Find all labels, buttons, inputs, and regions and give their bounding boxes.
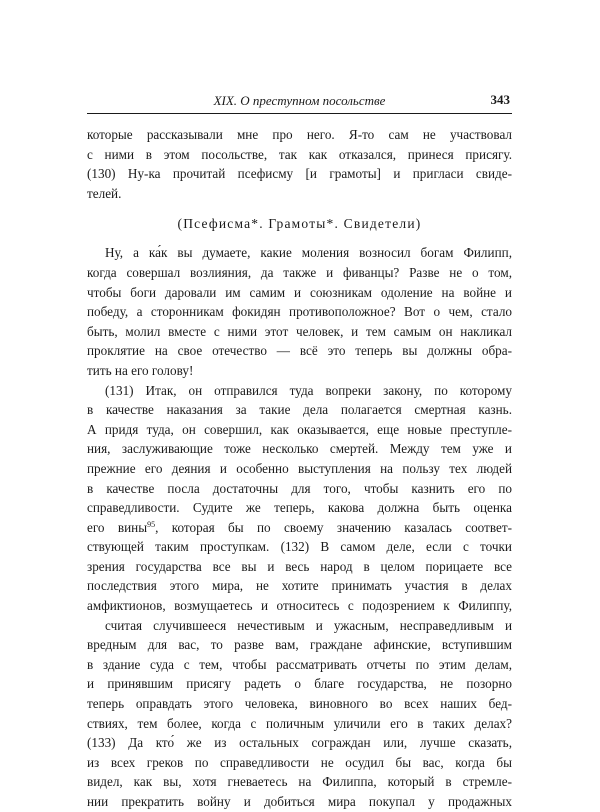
text-line: проклятие на свое отечество — всё это теперь вы должны обра-: [87, 343, 512, 359]
text-line: нии прекратить войну и добиться мира покупал у продажных: [87, 794, 512, 809]
text-line: считая случившееся нечестивым и ужасным, несправедливым и: [105, 617, 512, 633]
text-line: и принявшим присягу радеть о благе государства, не позорно: [87, 676, 512, 692]
text-line: справедливости. Судите же теперь, какова должна быть оценка: [87, 500, 512, 516]
text-line: быть, молил вместе с ними этот человек, и тем самым он накликал: [87, 323, 512, 339]
paragraph-1: [87, 125, 512, 203]
header-rule: [87, 113, 512, 114]
text-line: чтобы боги даровали им самим и союзникам одоление на войне и: [87, 284, 512, 300]
text-line: А придя туда, он совершил, как оказывается, еще новые преступле-: [87, 421, 512, 437]
text-fragment: его вины: [87, 519, 148, 535]
text-line: теперь оправдать этого человека, виновного во всех наших бед-: [87, 696, 512, 712]
text-line: в качестве посла достаточны для того, чтобы казнить его по: [87, 480, 512, 496]
page-number: 343: [490, 92, 510, 107]
text-line: из всех греков по справедливости не осудил бы вас, когда бы: [87, 754, 512, 770]
text-line: тить на его голову!: [87, 362, 194, 378]
text-line: в качестве наказания за такие дела полагается смертная казнь.: [87, 402, 512, 418]
text-line: амфиктионов, возмущаетесь и относитесь с подозрением к Филиппу,: [87, 598, 512, 614]
text-line: (133) Да кто́ же из остальных сограждан или, лучше сказать,: [87, 735, 512, 751]
text-line: видел, как вы, хотя гневаетесь на Филиппа, который в стремле-: [87, 774, 512, 790]
paragraph-2: [87, 243, 512, 380]
section-heading: (Псефисма*. Грамоты*. Свидетели): [177, 216, 422, 232]
text-line: в здание суда с тем, чтобы рассматривать отчеты по этим делам,: [87, 656, 512, 672]
text-line: ния, заслуживающие тоже несколько смертей. Между тем уже и: [87, 441, 512, 457]
body-text: [87, 125, 512, 812]
text-line: с ними в этом посольстве, так как отказался, принеся присягу.: [87, 146, 512, 162]
text-fragment: , которая бы по своему значению казалась соответ-: [155, 519, 512, 535]
text-line: (130) Ну-ка прочитай псефисму [и грамоты] и пригласи свиде-: [87, 166, 512, 182]
text-line: последствия этого мира, не хотите принимать участия в делах: [87, 578, 512, 594]
text-line: которые рассказывали мне про него. Я-то сам не участвовал: [87, 127, 512, 142]
text-line: (131) Итак, он отправился туда вопреки закону, по которому: [105, 382, 512, 398]
text-line: Ну, а ка́к вы думаете, какие моления возносил богам Филипп,: [105, 245, 512, 261]
footnote-marker: 95: [147, 519, 156, 529]
chapter-title: XIX. О преступном посольстве: [213, 93, 386, 108]
text-line-with-note: [87, 518, 512, 538]
paragraph-3: [87, 381, 512, 812]
text-line: ствиях, тем более, когда с поличным уличили его в таких делах?: [87, 715, 512, 731]
text-line: когда совершал возлияния, да также и фиванцы? Разве не о том,: [87, 264, 512, 280]
text-line: зрения государства все вы и весь народ в целом порицаете все: [87, 558, 512, 574]
text-line: победу, а сторонникам фокидян противоположное? Вот о чем, стало: [87, 304, 512, 320]
running-head: [87, 92, 512, 110]
text-line: прежние его деяния и особенно выступления на пользу тех людей: [87, 460, 512, 476]
text-line: ствующей таким проступкам. (132) В самом деле, если с точки: [87, 539, 512, 555]
text-line: вредным для вас, то разве вам, граждане афинские, вступившим: [87, 637, 512, 653]
text-line: телей.: [87, 185, 122, 201]
